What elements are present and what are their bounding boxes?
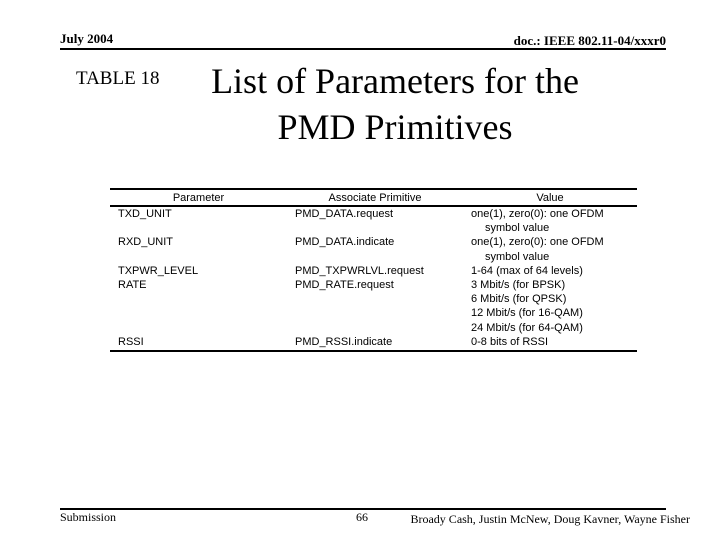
param-cell: TXPWR_LEVEL (118, 264, 199, 277)
column-header-parameter: Parameter (110, 189, 287, 206)
value-line: symbol value (485, 222, 550, 235)
param-cell: RSSI (110, 335, 287, 351)
table-number: TABLE 18 (76, 68, 160, 89)
column-header-primitive: Associate Primitive (287, 189, 463, 206)
value-cell (463, 278, 637, 335)
param-cell: TXD_UNIT (118, 208, 172, 220)
page-number: 66 (356, 510, 368, 524)
value-line: 12 Mbit/s (for 16-QAM) (471, 307, 583, 320)
table-header-row (110, 189, 637, 206)
value-line: 24 Mbit/s (for 64-QAM) (471, 321, 583, 334)
table-row (110, 278, 637, 335)
primitive-cell: PMD_RSSI.indicate (287, 335, 463, 351)
value-line: one(1), zero(0): one OFDM (471, 208, 604, 220)
value-line: 3 Mbit/s (for BPSK) (471, 279, 566, 292)
value-cell: 1-64 (max of 64 levels) (471, 264, 583, 277)
table-row (110, 335, 637, 351)
table-row (110, 235, 637, 263)
footer-submission: Submission (60, 510, 117, 524)
value-line: symbol value (485, 250, 550, 263)
primitive-cell: PMD_DATA.request (295, 208, 394, 220)
value-cell: 0-8 bits of RSSI (463, 335, 637, 351)
primitive-cell: PMD_TXPWRLVL.request (295, 264, 424, 277)
title-text: List of Parameters for the PMD Primitives (211, 61, 579, 147)
value-cell (463, 206, 637, 235)
primitive-cell: PMD_DATA.indicate (295, 236, 395, 249)
footer-authors: Broady Cash, Justin McNew, Doug Kavner, Wayne Fisher (410, 512, 690, 526)
param-cell: RATE (118, 279, 147, 292)
header-doc-id: doc.: IEEE 802.11-04/xxxr0 (513, 33, 666, 48)
primitive-cell: PMD_RATE.request (295, 279, 394, 292)
parameters-table (110, 188, 637, 352)
table-row (110, 206, 637, 235)
param-cell: RXD_UNIT (118, 236, 174, 249)
header-date: July 2004 (60, 31, 114, 46)
column-header-value: Value (463, 189, 637, 206)
value-line: 6 Mbit/s (for QPSK) (471, 293, 567, 306)
value-line: one(1), zero(0): one OFDM (471, 236, 604, 249)
value-cell (463, 235, 637, 263)
table-row (110, 264, 637, 278)
header-rule (60, 48, 666, 50)
